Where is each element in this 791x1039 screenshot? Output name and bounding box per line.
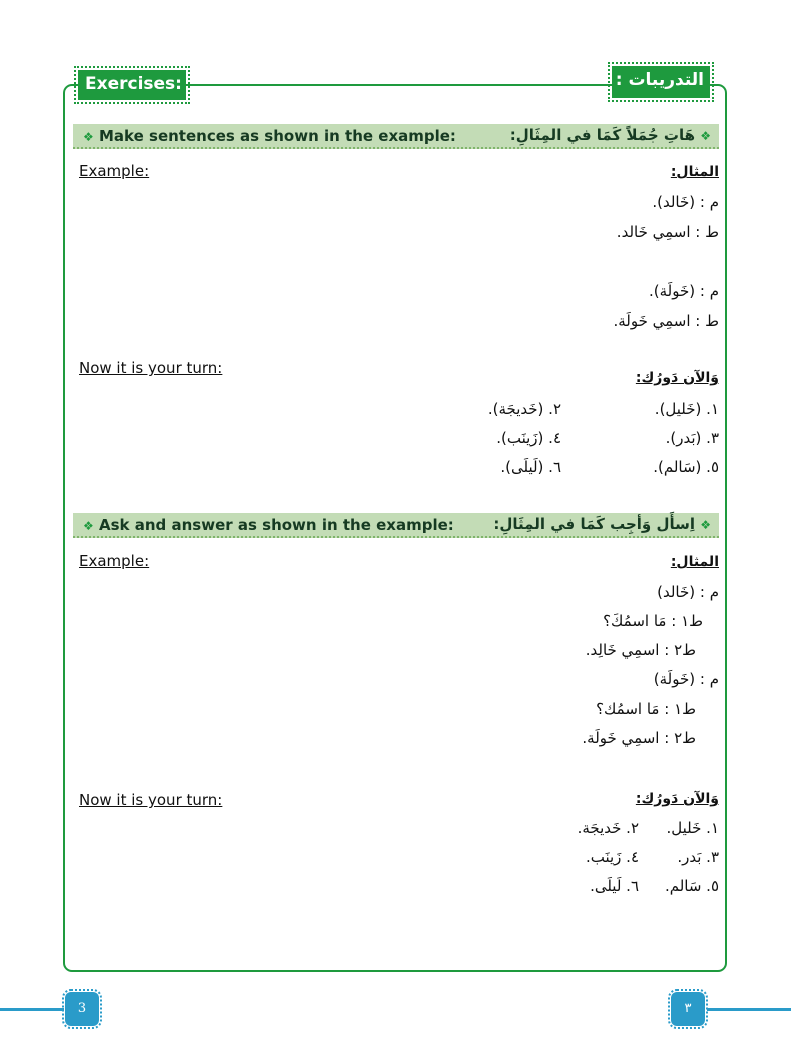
footer-gap (102, 1008, 669, 1011)
section2-example-line: ط١ : مَا اسمُكَ؟ (603, 612, 703, 630)
section1-item: ٢. (خَديجَة). (487, 400, 561, 418)
section2-example-line: ط٢ : اسمِي خَالِد. (585, 641, 696, 659)
section1-item: ١. (خَليل). (654, 400, 719, 418)
section1-item: ٣. (بَدر). (665, 429, 719, 447)
section1-title-ar: ❖ هَاتِ جُمَلاً كَمَا في المِثَالِ: (509, 126, 711, 144)
section1-item: ٥. (سَالم). (653, 458, 719, 476)
section2-example-label-en: Example: (79, 552, 150, 570)
section1-item: ٤. (زَينَب). (496, 429, 561, 447)
exercises-title-en: Exercises: (78, 70, 186, 100)
exercises-title-ar: التدريبات : (612, 66, 710, 98)
section2-item: ٤. زَينَب. (585, 848, 639, 866)
section2-example-line: ط٢ : اسمِي خَولَة. (582, 729, 696, 747)
section2-example-line: ط١ : مَا اسمُك؟ (596, 700, 696, 718)
section1-example-line: م : (خَولَة). (649, 282, 719, 300)
section2-item: ١. خَليل. (666, 819, 719, 837)
section1-example-label-ar: المثال: (670, 164, 719, 180)
section1-example-label-en: Example: (79, 162, 150, 180)
section2-example-line: م : (خَالد) (657, 583, 719, 601)
star-icon: ❖ (700, 129, 711, 143)
footer-bar-right (707, 1008, 791, 1011)
section1-example-line: ط : اسمِي خَالد. (616, 223, 719, 241)
footer-bar-left (0, 1008, 64, 1011)
section2-example-line: م : (خَولَة) (653, 670, 719, 688)
section1-example-line: ط : اسمِي خَولَة. (613, 312, 719, 330)
section1-item: ٦. (لَيلَى). (500, 458, 561, 476)
section2-item: ٥. سَالم. (664, 877, 719, 895)
star-icon: ❖ (83, 130, 94, 144)
page-number-en: 3 (65, 992, 99, 1026)
section2-item: ٢. خَديجَة. (577, 819, 639, 837)
section1-title-en: ❖ Make sentences as shown in the example: (83, 127, 456, 145)
star-icon: ❖ (83, 519, 94, 533)
section1-turn-label-ar: وَالآن دَورُك: (635, 370, 719, 386)
section2-example-label-ar: المثال: (670, 554, 719, 570)
section1-header (73, 124, 719, 149)
section2-turn-label-ar: وَالآن دَورُك: (635, 791, 719, 807)
section2-header (73, 513, 719, 538)
section1-example-line: م : (خَالد). (652, 193, 719, 211)
section2-title-ar: ❖ اِسأَل وَأجِب كَمَا في المِثَالِ: (493, 515, 711, 533)
star-icon: ❖ (700, 518, 711, 532)
section2-title-en: ❖ Ask and answer as shown in the example: (83, 516, 454, 534)
section1-turn-label-en: Now it is your turn: (79, 359, 223, 377)
section2-item: ٦. لَيلَى. (590, 877, 639, 895)
section2-item: ٣. بَدر. (677, 848, 719, 866)
page-number-ar: ٣ (671, 992, 705, 1026)
section2-turn-label-en: Now it is your turn: (79, 791, 223, 809)
